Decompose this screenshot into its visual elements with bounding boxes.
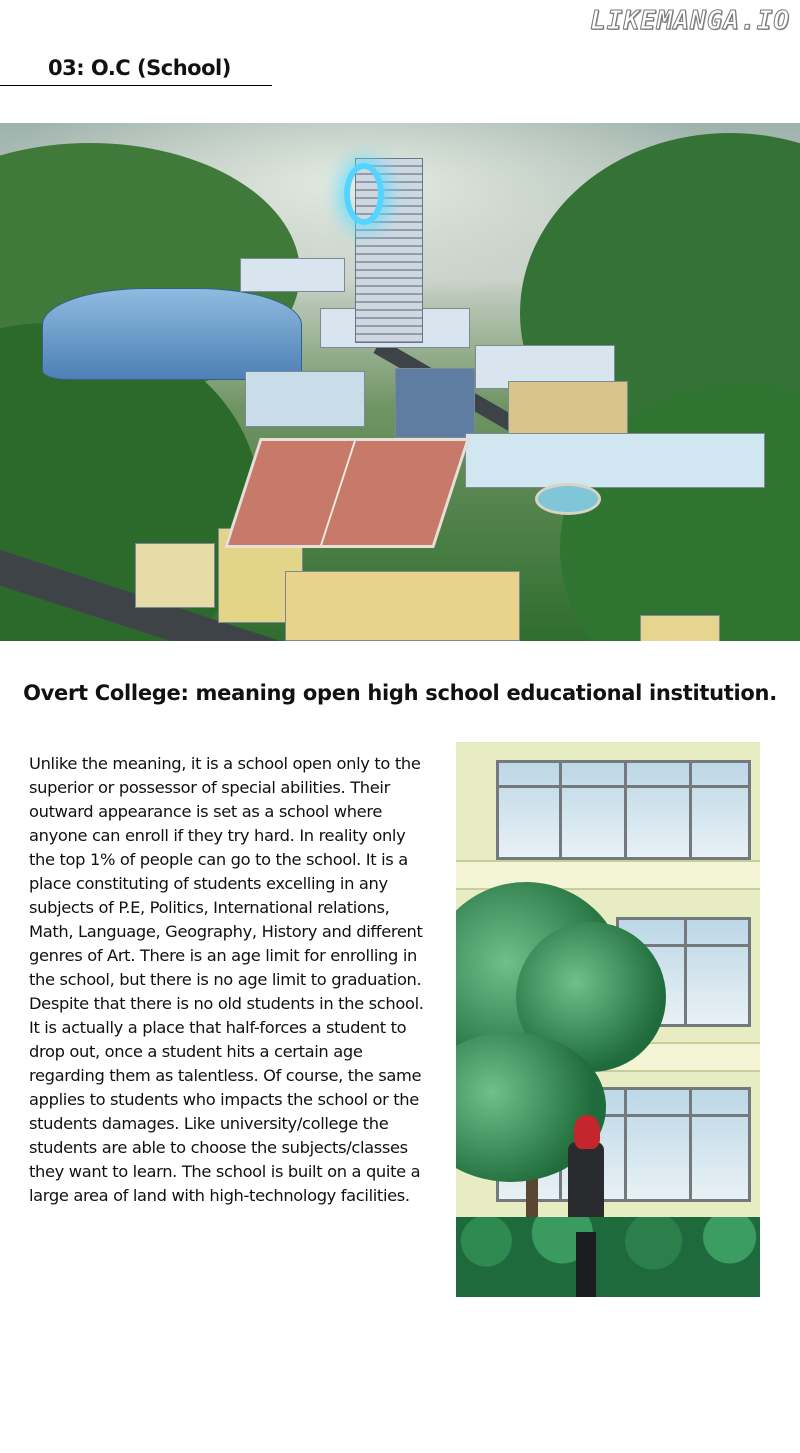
text-line: large area of land with high-technology facilities. <box>29 1186 410 1205</box>
student-red-hood <box>574 1115 600 1149</box>
section-heading: 03: O.C (School) <box>48 56 231 80</box>
text-line: drop out, once a student hits a certain age <box>29 1042 363 1061</box>
text-line: students damages. Like university/college the <box>29 1114 389 1133</box>
student-legs <box>576 1232 596 1297</box>
fountain <box>535 483 601 515</box>
window-upper <box>496 760 751 860</box>
text-line: anyone can enroll if they try hard. In reality only <box>29 826 406 845</box>
campus-illustration <box>0 123 800 641</box>
site-watermark: LIKEMANGA.IO <box>590 6 790 36</box>
building <box>508 381 628 437</box>
text-line: the school, but there is no age limit to graduation. <box>29 970 422 989</box>
window-frame <box>689 763 692 857</box>
description-text <box>29 752 441 1208</box>
text-line: outward appearance is set as a school where <box>29 802 383 821</box>
building <box>465 433 765 488</box>
subtitle: Overt College: meaning open high school educational institution. <box>23 681 777 705</box>
text-line: superior or possessor of special abilities. Their <box>29 778 390 797</box>
text-line: subjects of P.E, Politics, International relations, <box>29 898 390 917</box>
stadium-dome <box>42 288 302 380</box>
sports-field <box>224 438 470 548</box>
window-frame <box>624 1090 627 1199</box>
text-line: regarding them as talentless. Of course, the same <box>29 1066 422 1085</box>
hedge <box>456 1217 760 1297</box>
window-frame <box>624 763 627 857</box>
window-frame <box>684 920 687 1024</box>
window-frame <box>499 785 748 788</box>
text-line: the top 1% of people can go to the school. It is a <box>29 850 408 869</box>
heading-underline <box>0 85 272 86</box>
school-building-illustration <box>456 742 760 1297</box>
text-line: applies to students who impacts the school or the <box>29 1090 419 1109</box>
text-line: It is actually a place that half-forces a student to <box>29 1018 407 1037</box>
text-line: they want to learn. The school is built on a quite a <box>29 1162 421 1181</box>
building <box>245 371 365 427</box>
text-line: Unlike the meaning, it is a school open only to the <box>29 754 421 773</box>
text-line: genres of Art. There is an age limit for enrolling in <box>29 946 417 965</box>
building <box>640 615 720 641</box>
tower-ring-light <box>344 163 384 225</box>
text-line: students are able to choose the subjects/classes <box>29 1138 408 1157</box>
window-frame <box>559 763 562 857</box>
text-line: place constituting of students excelling in any <box>29 874 388 893</box>
building <box>395 368 475 438</box>
building <box>240 258 345 292</box>
field-line <box>320 441 356 545</box>
text-line: Despite that there is no old students in the school. <box>29 994 424 1013</box>
window-frame <box>689 1090 692 1199</box>
building <box>285 571 520 641</box>
building <box>135 543 215 608</box>
text-line: Math, Language, Geography, History and different <box>29 922 423 941</box>
